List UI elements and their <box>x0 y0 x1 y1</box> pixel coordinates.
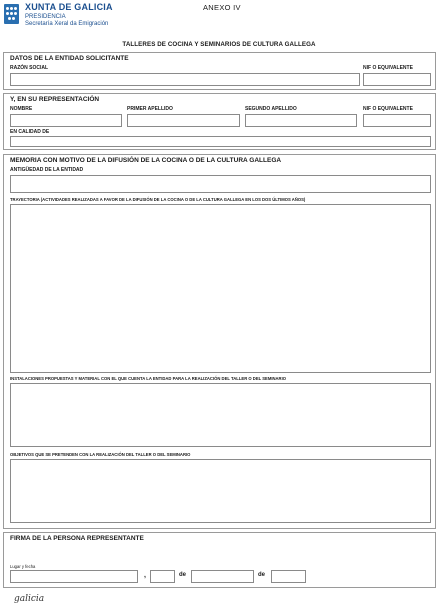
objetivos-field[interactable] <box>10 459 431 523</box>
entity-nif-field[interactable] <box>363 73 431 86</box>
trayectoria-label: TRAYECTORIA (ACTIVIDADES REALIZADAS A FAVOR DE LA DIFUSIÓN DE LA COCINA O DE LA CULTURA GALLEGA EN LOS DOS ÚLTIMOS AÑOS) <box>10 197 306 202</box>
month-field[interactable] <box>191 570 254 583</box>
year-field[interactable] <box>271 570 306 583</box>
org-name: XUNTA DE GALICIA <box>25 2 113 12</box>
memoria-section <box>3 154 436 529</box>
nombre-field[interactable] <box>10 114 122 127</box>
calidad-label: EN CALIDAD DE <box>10 129 50 135</box>
lugar-field[interactable] <box>10 570 138 583</box>
trayectoria-field[interactable] <box>10 204 431 373</box>
antiguedad-field[interactable] <box>10 175 431 193</box>
instalaciones-field[interactable] <box>10 383 431 447</box>
primer-apellido-label: PRIMER APELLIDO <box>127 106 173 112</box>
signature-section-title: FIRMA DE LA PERSONA REPRESENTANTE <box>10 535 144 542</box>
representative-nif-field[interactable] <box>363 114 431 127</box>
instalaciones-label: INSTALACIONES PROPUESTAS Y MATERIAL CON EL QUE CUENTA LA ENTIDAD PARA LA REALIZACIÓN DEL TALLER O DEL SEMINARIO <box>10 376 286 381</box>
primer-apellido-field[interactable] <box>127 114 240 127</box>
nombre-label: NOMBRE <box>10 106 33 112</box>
razon-social-field[interactable] <box>10 73 360 86</box>
day-field[interactable] <box>150 570 175 583</box>
galicia-footer-logo: galicia <box>14 594 45 604</box>
objetivos-label: OBJETIVOS QUE SE PRETENDEN CON LA REALIZACIÓN DEL TALLER O DEL SEMINARIO <box>10 452 191 457</box>
representative-section <box>3 93 436 150</box>
de-label-2: de <box>258 572 266 578</box>
signature-section <box>3 532 436 588</box>
annex-label: ANEXO IV <box>203 3 241 12</box>
segundo-apellido-label: SEGUNDO APELLIDO <box>245 106 297 112</box>
de-label-1: de <box>179 572 187 578</box>
entity-section <box>3 52 436 90</box>
calidad-field[interactable] <box>10 136 431 147</box>
representative-section-title: Y, EN SU REPRESENTACIÓN <box>10 96 100 103</box>
org-department: Secretaría Xeral da Emigración <box>25 21 109 27</box>
org-subtitle: PRESIDENCIA <box>25 14 66 20</box>
antiguedad-label: ANTIGÜEDAD DE LA ENTIDAD <box>10 167 84 173</box>
representative-nif-label: NIF O EQUIVALENTE <box>363 106 413 112</box>
xunta-logo-icon <box>4 4 19 24</box>
entity-section-title: DATOS DE LA ENTIDAD SOLICITANTE <box>10 55 129 62</box>
document-title: TALLERES DE COCINA Y SEMINARIOS DE CULTURA GALLEGA <box>122 41 316 48</box>
razon-social-label: RAZÓN SOCIAL <box>10 65 49 71</box>
lugar-fecha-label: Lugar y fecha <box>10 564 36 569</box>
entity-nif-label: NIF O EQUIVALENTE <box>363 65 413 71</box>
date-comma: , <box>144 572 146 579</box>
memoria-section-title: MEMORIA CON MOTIVO DE LA DIFUSIÓN DE LA COCINA O DE LA CULTURA GALLEGA <box>10 157 282 164</box>
segundo-apellido-field[interactable] <box>245 114 357 127</box>
